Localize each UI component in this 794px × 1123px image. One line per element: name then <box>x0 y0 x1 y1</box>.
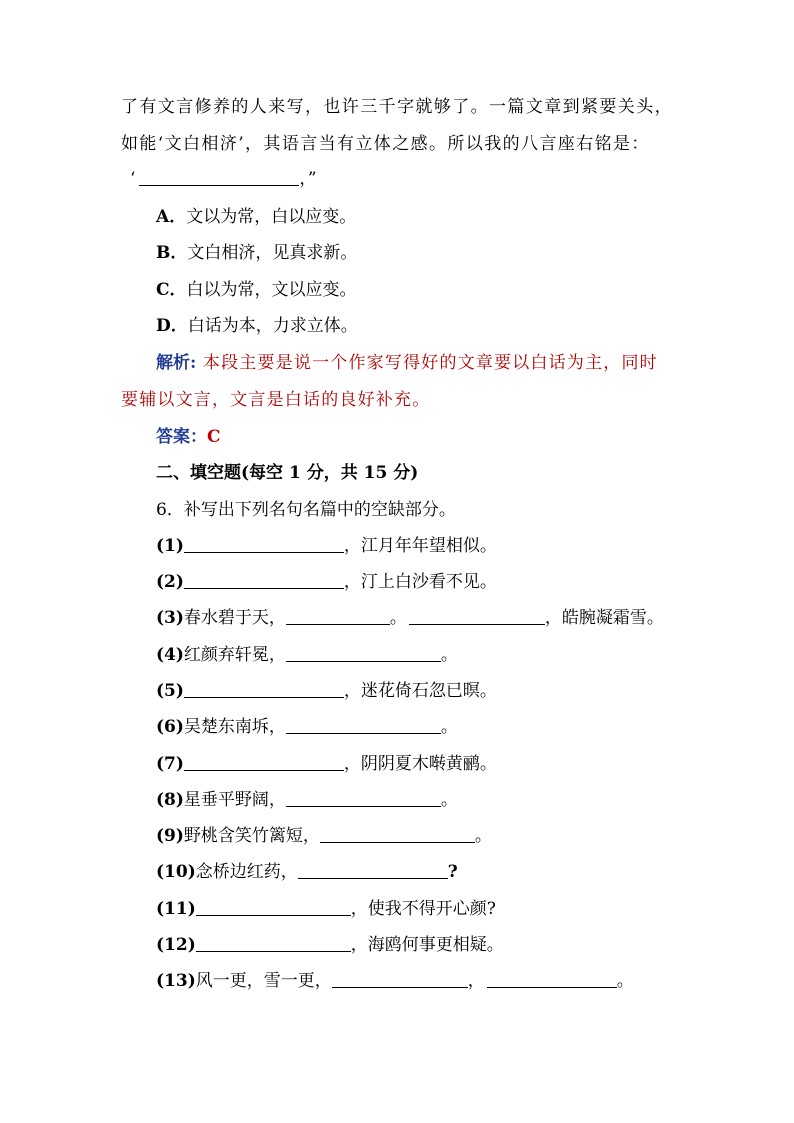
item-number: (2) <box>156 572 184 592</box>
answer-blank[interactable] <box>184 754 344 771</box>
answer-blank[interactable] <box>320 826 475 843</box>
item-text: ，皓腕凝霜雪。 <box>544 608 664 628</box>
fill-item-5 <box>156 680 497 702</box>
item-number: (12) <box>156 935 196 955</box>
analysis-colon: : <box>190 353 197 373</box>
item-text: ， <box>467 971 485 991</box>
item-text: ，迷花倚石忽已暝。 <box>343 681 497 701</box>
item-number: (5) <box>156 681 184 701</box>
option-letter: D． <box>156 316 188 336</box>
option-letter: B． <box>156 243 188 263</box>
item-number: (7) <box>156 754 184 774</box>
item-text: 春水碧于天， <box>183 608 286 628</box>
item-number: (8) <box>156 790 184 810</box>
option-text: 白话为本，力求立体。 <box>187 316 358 336</box>
item-number: (10) <box>156 862 196 882</box>
item-number: (3) <box>156 608 184 628</box>
answer-blank[interactable] <box>286 608 390 625</box>
answer-blank[interactable] <box>332 971 468 988</box>
option-letter: A． <box>156 207 187 227</box>
answer-blank[interactable] <box>286 717 441 734</box>
answer-blank[interactable] <box>196 899 351 916</box>
fill-item-2 <box>156 571 497 593</box>
option-text: 文白相济，见真求新。 <box>187 243 358 263</box>
item-text: ，海鸥何事更相疑。 <box>350 935 504 955</box>
answer-blank[interactable] <box>184 572 344 589</box>
option-text: 文以为常，白以应变。 <box>186 207 357 227</box>
item-text: 。 <box>440 717 458 737</box>
answer-blank[interactable] <box>487 971 617 988</box>
item-text: ? <box>447 862 458 882</box>
item-text: 念桥边红药， <box>195 862 298 882</box>
item-number: (13) <box>156 971 196 991</box>
item-text: 。 <box>474 826 492 846</box>
item-number: (1) <box>156 536 184 556</box>
item-text: ，汀上白沙看不见。 <box>343 572 497 592</box>
analysis-line-2: 要辅以文言，文言是白话的良好补充。 <box>121 390 431 410</box>
item-text: ，江月年年望相似。 <box>343 536 497 556</box>
option-text: 白以为常，文以应变。 <box>186 280 357 300</box>
item-text: 红颜弃轩冕， <box>183 645 286 665</box>
item-text: ，阴阴夏木啭黄鹂。 <box>343 754 497 774</box>
fill-item-1 <box>156 535 497 557</box>
item-number: (6) <box>156 717 184 737</box>
analysis-label: 解析 <box>156 353 190 373</box>
fill-item-9 <box>156 825 492 847</box>
analysis-line-1 <box>156 352 658 374</box>
item-number: (9) <box>156 826 184 846</box>
answer-blank[interactable] <box>298 862 448 879</box>
question-stem: 6．补写出下列名句名篇中的空缺部分。 <box>156 500 456 520</box>
answer-blank[interactable] <box>184 536 344 553</box>
motto-blank-line <box>130 168 317 190</box>
answer-blank[interactable] <box>286 790 441 807</box>
quote-close: ，” <box>299 169 317 189</box>
motto-blank[interactable] <box>139 169 299 186</box>
fill-item-4 <box>156 644 458 666</box>
fill-item-7 <box>156 753 497 775</box>
fill-item-8 <box>156 789 458 811</box>
passage-line-2: 如能‘文白相济’，其语言当有立体之感。所以我的八言座右铭是： <box>121 134 650 154</box>
option-b <box>156 242 357 264</box>
fill-item-13 <box>156 970 634 992</box>
item-text: 。 <box>389 608 407 628</box>
fill-item-12 <box>156 934 504 956</box>
item-text: 星垂平野阔， <box>183 790 286 810</box>
item-text: 。 <box>616 971 634 991</box>
answer-value: C <box>207 427 221 447</box>
answer-blank[interactable] <box>286 645 441 662</box>
fill-item-11 <box>156 898 496 920</box>
passage-line-1: 了有文言修养的人来写，也许三千字就够了。一篇文章到紧要关头， <box>121 97 673 117</box>
item-text: 。 <box>440 790 458 810</box>
item-text: ，使我不得开心颜? <box>350 899 496 919</box>
option-a <box>156 206 356 228</box>
option-letter: C． <box>156 280 187 300</box>
item-number: (11) <box>156 899 196 919</box>
answer-label: 答案 <box>156 427 190 447</box>
item-text: 。 <box>440 645 458 665</box>
answer-colon: ： <box>190 427 207 447</box>
item-text: 野桃含笑竹篱短， <box>183 826 320 846</box>
answer-blank[interactable] <box>184 681 344 698</box>
answer-blank[interactable] <box>196 935 351 952</box>
fill-item-10 <box>156 861 458 883</box>
item-text: 风一更，雪一更， <box>195 971 332 991</box>
fill-item-6 <box>156 716 458 738</box>
item-text: 吴楚东南坼， <box>183 717 286 737</box>
answer-line <box>156 426 221 448</box>
quote-open: ‘ <box>130 169 136 189</box>
section-title: 二、填空题(每空 1 分，共 15 分) <box>156 463 419 483</box>
analysis-text: 本段主要是说一个作家写得好的文章要以白话为主，同时 <box>196 353 658 373</box>
answer-blank[interactable] <box>409 608 545 625</box>
option-d <box>156 315 358 337</box>
item-number: (4) <box>156 645 184 665</box>
fill-item-3 <box>156 607 664 629</box>
option-c <box>156 279 357 301</box>
